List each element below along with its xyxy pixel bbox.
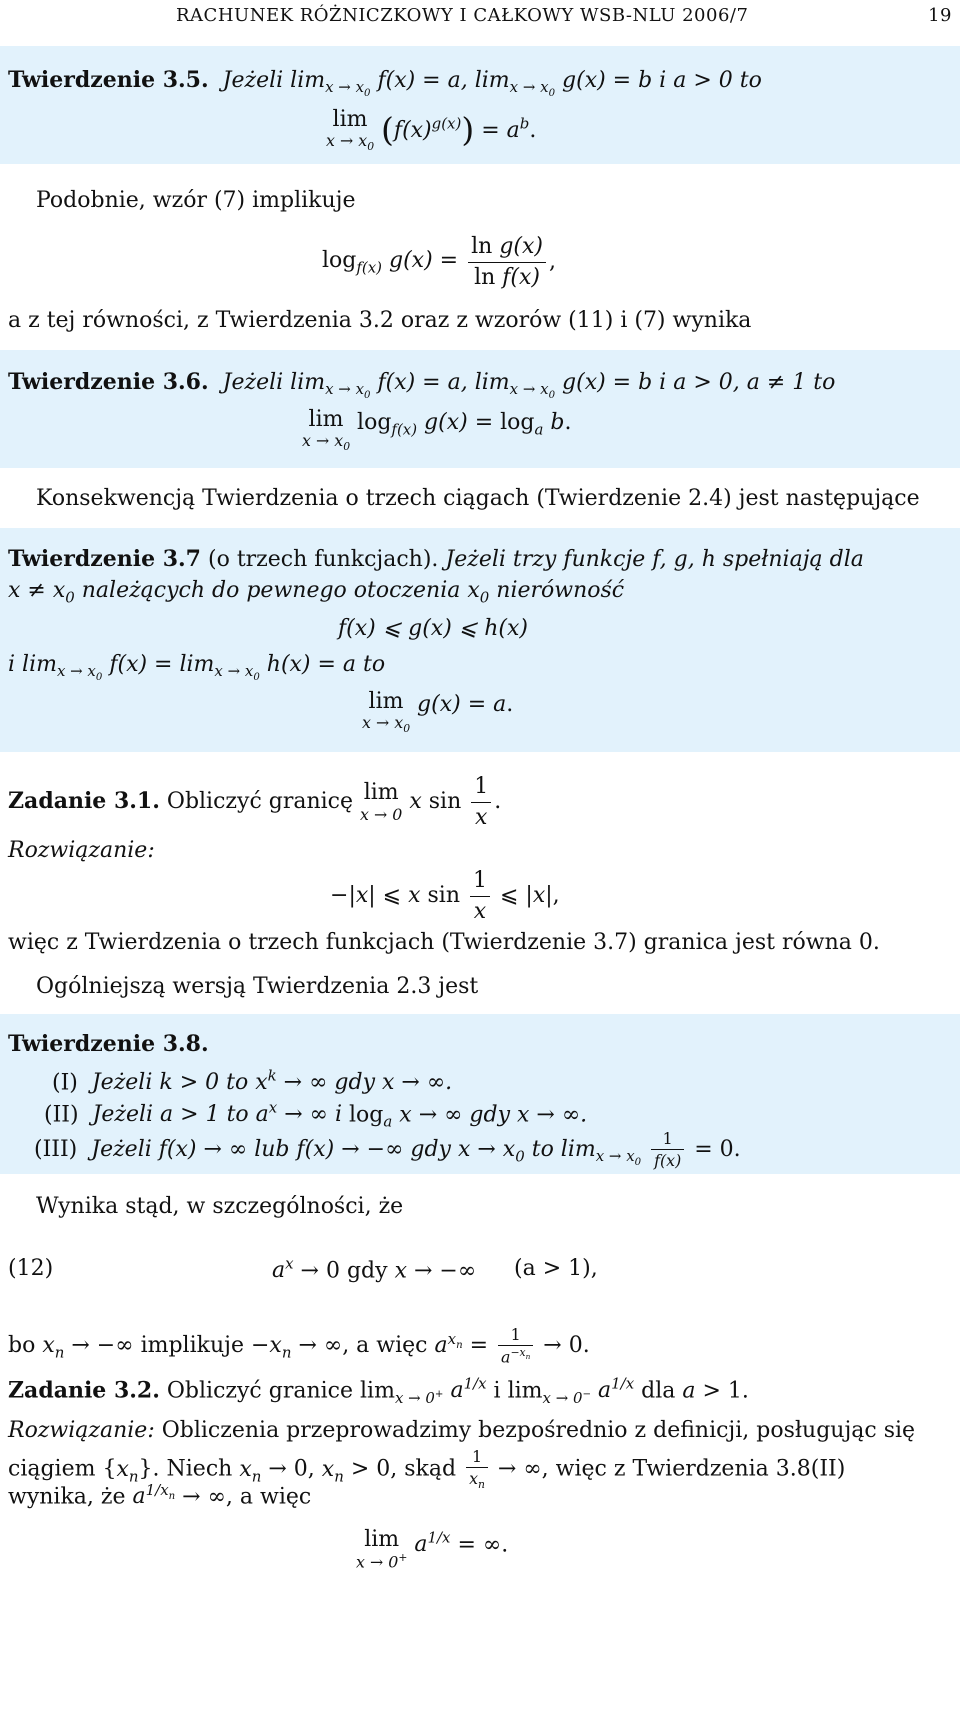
theorem-3-7-line2: $x \ne x_0$ należących do pewnego otoczenia $x_0$ nierówność <box>8 578 625 607</box>
exercise-3-2-solution-line3: wynika, że $a^{1/x_n}$ → ∞, a więc <box>8 1481 312 1510</box>
theorem-3-5-formula: lim $x \to x_0$ $(f(x)^{g(x)}) = a^b$. <box>326 107 537 154</box>
theorem-3-5-statement: Twierdzenie 3.5. Jeżeli $\lim_{x \to x_0} f(x) = a$, $\lim_{x \to x_0} g(x) = b$ i a > 0 to <box>8 67 762 100</box>
ogolniejsza-text: Ogólniejszą wersją Twierdzenia 2.3 jest <box>36 974 479 999</box>
theorem-3-7-inequality: f(x) ⩽ g(x) ⩽ h(x) <box>338 616 528 641</box>
theorem-3-8-item-2: (II) Jeżeli a > 1 to $a^x$ → ∞ i $\log_a x$ → ∞ gdy x → ∞. <box>44 1099 588 1131</box>
exercise-3-2-solution-line1: Rozwiązanie: Obliczenia przeprowadzimy bezpośrednio z definicji, posługując się <box>8 1418 916 1443</box>
theorem-3-8-label: Twierdzenie 3.8. <box>8 1031 209 1057</box>
podobnie-text: Podobnie, wzór (7) implikuje <box>36 188 356 213</box>
exercise-3-1-conclusion: więc z Twierdzenia o trzech funkcjach (Twierdzenie 3.7) granica jest równa 0. <box>8 930 880 955</box>
running-header <box>0 4 960 34</box>
theorem-3-7-formula: lim $x \to x_0$ g(x) = a. <box>362 689 514 736</box>
exercise-3-1: Zadanie 3.1. Obliczyć granicę lim x → 0 x sin $\frac{1}{x}$ . <box>8 774 502 830</box>
header-title: RACHUNEK RÓŻNICZKOWY I CAŁKOWY WSB-NLU 2006/7 <box>176 5 749 26</box>
log-ratio-formula: $\log_{f(x)} g(x)$ = $\frac{\text{ln g(x)}}{\text{ln f(x)}}$ , <box>322 234 556 290</box>
theorem-3-8-item-3: (III) Jeżeli f(x) → ∞ lub f(x) → −∞ gdy $x \to x_0$ to $\lim_{x \to x_0}$ $\frac{1}{f(x)}$ = 0. <box>34 1129 741 1171</box>
exercise-3-2: Zadanie 3.2. Obliczyć granice $\lim_{x \to 0^+} a^{1/x}$ i $\lim_{x \to 0^-} a^{1/x}$ dla a > 1. <box>8 1375 749 1407</box>
a-z-tej-text: a z tej równości, z Twierdzenia 3.2 oraz z wzorów (11) i (7) wynika <box>8 308 752 333</box>
theorem-3-7-line1: Twierdzenie 3.7 (o trzech funkcjach). Jeżeli trzy funkcje f, g, h spełniają dla <box>8 546 864 572</box>
exercise-3-1-inequality: −|x| ⩽ x sin $\frac{1}{x}$ ⩽ |x|, <box>330 868 560 924</box>
exercise-3-2-final-formula: lim x → 0+ $a^{1/x}$ = ∞. <box>356 1527 509 1572</box>
theorem-3-6-statement: Twierdzenie 3.6. Jeżeli $\lim_{x \to x_0} f(x) = a$, $\lim_{x \to x_0} g(x) = b$ i a > 0, a ≠ 1 to <box>8 369 836 402</box>
exercise-3-1-solution-label: Rozwiązanie: <box>8 838 155 863</box>
equation-12-number: (12) <box>8 1256 54 1281</box>
exercise-3-2-solution-line2: ciągiem $\{x_n\}$. Niech $x_n \to 0$, $x_n > 0$, skąd $\frac{1}{x_n}$ → ∞, więc z Twierdzenia 3.8(II) <box>8 1447 846 1492</box>
wynika-text: Wynika stąd, w szczególności, że <box>36 1194 404 1219</box>
theorem-3-6-formula: lim $x \to x_0$ $\log_{f(x)} g(x) = \log_a b$. <box>302 407 572 454</box>
equation-12-formula: $a^x \to 0$ gdy x → −∞ <box>272 1255 477 1284</box>
theorem-3-8-item-1: (I) Jeżeli k > 0 to $x^k$ → ∞ gdy x → ∞. <box>52 1067 453 1096</box>
page-number: 19 <box>928 5 952 26</box>
theorem-3-7-condition: i $\lim_{x \to x_0} f(x) = \lim_{x \to x_0} h(x) = a$ to <box>8 652 386 684</box>
equation-12-condition: (a > 1), <box>514 1256 598 1281</box>
bo-text: bo $x_n$ → −∞ implikuje $-x_n$ → ∞, a więc $a^{x_n}$ = $\frac{1}{a^{-x_n}}$ → 0. <box>8 1325 590 1367</box>
konsekwencja-text: Konsekwencją Twierdzenia o trzech ciągach (Twierdzenie 2.4) jest następujące <box>36 486 920 511</box>
